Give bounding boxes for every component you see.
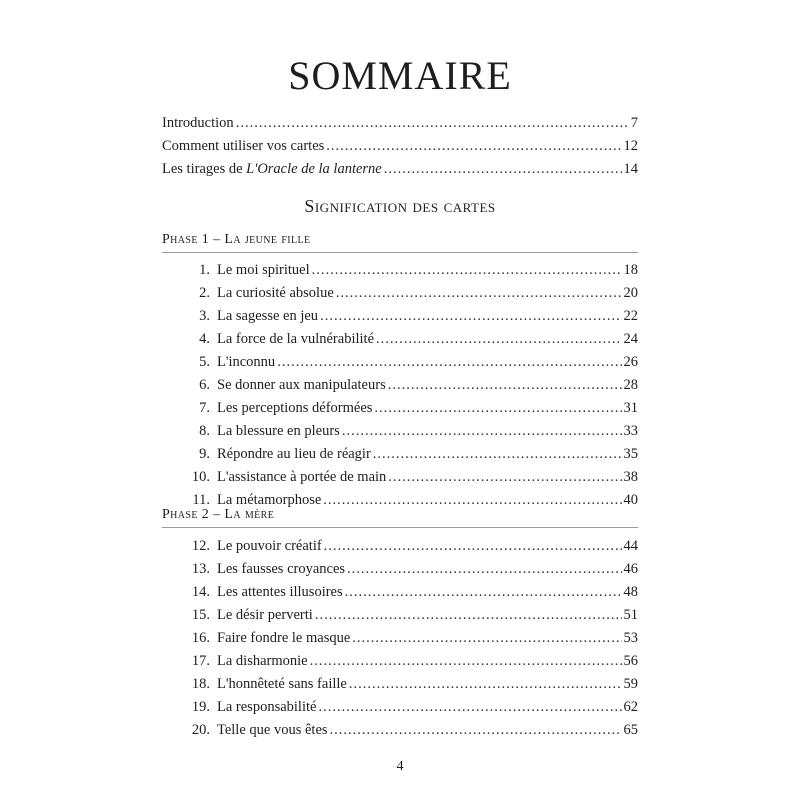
toc-entry-page: 14 — [623, 161, 638, 177]
list-item: 18. L'honnêteté sans faille ..... 59 — [178, 673, 638, 696]
leader-dots — [352, 627, 621, 650]
book-title-italic: L'Oracle de la lanterne — [246, 161, 382, 177]
toc-entry-page: 12 — [623, 138, 638, 154]
list-item: 7. Les perceptions déformées ..... 31 — [178, 397, 638, 420]
list-item: 4. La force de la vulnérabilité ..... 24 — [178, 328, 638, 351]
leader-dots — [310, 650, 622, 673]
list-item: 9. Répondre au lieu de réagir ..... 35 — [178, 443, 638, 466]
leader-dots — [324, 535, 622, 558]
toc-entry-spreads — [162, 158, 638, 181]
leader-dots — [376, 328, 621, 351]
leader-dots — [349, 673, 622, 696]
toc-entry-label: Comment utiliser vos cartes — [162, 138, 325, 154]
list-item: 17. La disharmonie ..... 56 — [178, 650, 638, 673]
phase-2-heading: Phase 2 – La mère — [162, 507, 638, 528]
list-item: 11. La métamorphose ..... 40 — [178, 489, 638, 512]
list-item: 1. Le moi spirituel ..... 18 — [178, 259, 638, 282]
leader-dots — [388, 466, 621, 489]
leader-dots — [374, 397, 621, 420]
leader-dots — [277, 351, 621, 374]
list-item: 19. La responsabilité ..... 62 — [178, 696, 638, 719]
leader-dots — [330, 719, 622, 742]
page-title: SOMMAIRE — [288, 53, 512, 98]
toc-entry-label-prefix: Les tirages de — [162, 161, 247, 177]
leader-dots — [336, 282, 622, 305]
leader-dots — [318, 696, 621, 719]
list-item: 14. Les attentes illusoires ..... 48 — [178, 581, 638, 604]
phase-1-heading: Phase 1 – La jeune fille — [162, 232, 638, 253]
toc-entry-introduction — [162, 112, 638, 135]
leader-dots — [373, 443, 622, 466]
list-item: 20. Telle que vous êtes ..... 65 — [178, 719, 638, 742]
leader-dots — [236, 112, 629, 135]
list-item: 15. Le désir perverti ..... 51 — [178, 604, 638, 627]
list-item: 8. La blessure en pleurs ..... 33 — [178, 420, 638, 443]
toc-entry-page: 7 — [630, 115, 638, 131]
phase-1-list — [178, 259, 638, 512]
leader-dots — [345, 581, 622, 604]
toc-entry-label: Introduction — [162, 115, 234, 131]
list-item: 12. Le pouvoir créatif ..... 44 — [178, 535, 638, 558]
leader-dots — [384, 158, 622, 181]
leader-dots — [326, 135, 621, 158]
list-item: 13. Les fausses croyances ..... 46 — [178, 558, 638, 581]
list-item: 16. Faire fondre le masque ..... 53 — [178, 627, 638, 650]
leader-dots — [312, 259, 622, 282]
list-item: 5. L'inconnu ..... 26 — [178, 351, 638, 374]
leader-dots — [320, 305, 621, 328]
leader-dots — [342, 420, 622, 443]
list-item: 10. L'assistance à portée de main ..... 38 — [178, 466, 638, 489]
list-item: 3. La sagesse en jeu ..... 22 — [178, 305, 638, 328]
list-item: 6. Se donner aux manipulateurs ..... 28 — [178, 374, 638, 397]
toc-entry-usage — [162, 135, 638, 158]
leader-dots — [347, 558, 621, 581]
section-title: Signification des cartes — [304, 196, 496, 216]
phase-2-list — [178, 535, 638, 742]
intro-toc — [162, 112, 638, 181]
toc-entry-label — [162, 158, 382, 181]
list-item: 2. La curiosité absolue ..... 20 — [178, 282, 638, 305]
leader-dots — [388, 374, 622, 397]
leader-dots — [315, 604, 622, 627]
page-number: 4 — [396, 759, 404, 774]
